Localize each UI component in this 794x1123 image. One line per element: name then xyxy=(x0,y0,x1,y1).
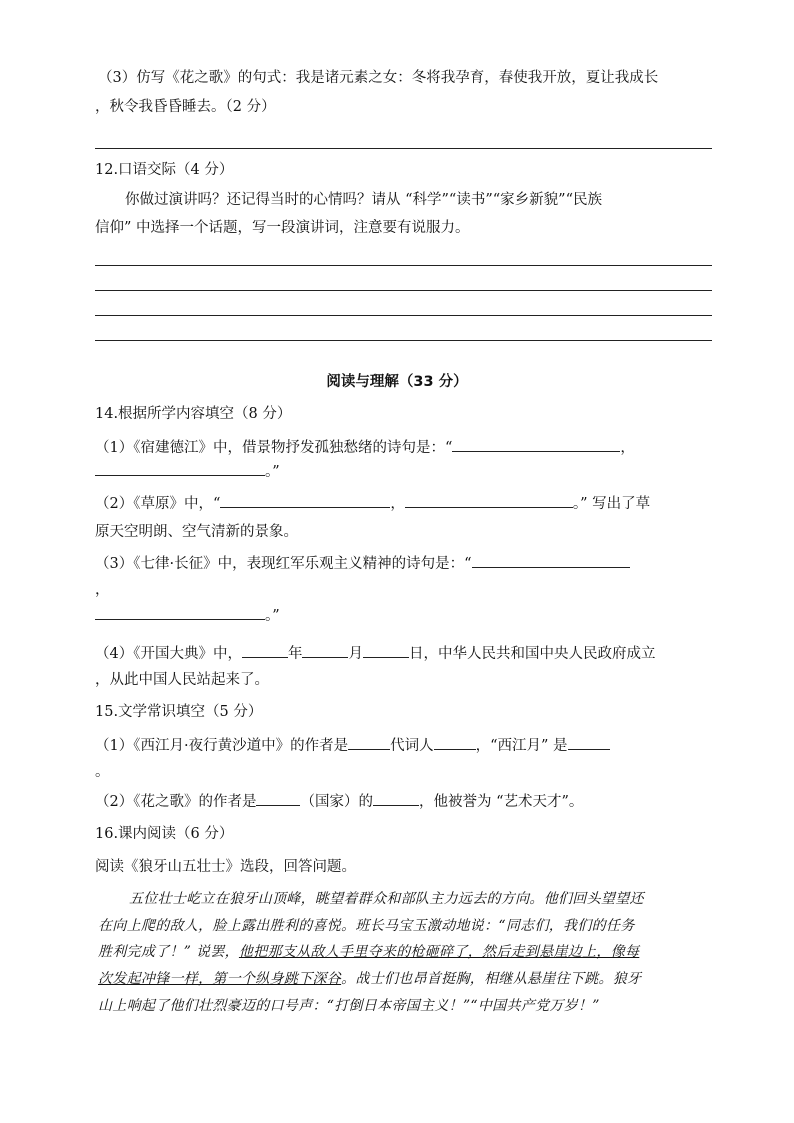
q12-line2: 信仰” 中选择一个话题，写一段演讲词，注意要有说服力。 xyxy=(95,220,470,236)
passage-text: 。战士们也昂首挺胸，相继从悬崖往下跳。狼牙 xyxy=(341,971,642,987)
blank-field[interactable] xyxy=(452,436,620,452)
blank-field[interactable] xyxy=(242,642,288,658)
blank-field[interactable] xyxy=(472,552,630,568)
q14-s2-text: （2）《草原》中，“ xyxy=(95,496,221,512)
q14-s2-line1 xyxy=(95,492,650,513)
answer-line[interactable] xyxy=(95,290,712,291)
blank-field[interactable] xyxy=(95,460,265,476)
passage-line xyxy=(98,968,641,988)
blank-field[interactable] xyxy=(95,604,265,620)
q14-s1-comma: ， xyxy=(620,440,635,456)
passage-text: 胜利完成了！” 说罢， xyxy=(98,944,239,960)
answer-line[interactable] xyxy=(95,265,712,266)
q14-s4-year: 年 xyxy=(287,646,303,662)
q14-s1-text: （1）《宿建德江》中，借景物抒发孤独愁绪的诗句是：“ xyxy=(95,440,453,456)
q16-heading: 16.课内阅读（6 分） xyxy=(95,826,234,842)
q14-heading: 14.根据所学内容填空（8 分） xyxy=(95,406,292,422)
answer-line[interactable] xyxy=(95,148,712,149)
q15-s1-mid: 代词人 xyxy=(390,738,434,754)
q11-3-line1: （3）仿写《花之歌》的句式：我是诸元素之女：冬将我孕育，春使我开放，夏让我成长 xyxy=(98,70,659,86)
passage-line xyxy=(98,941,639,961)
q15-s1-text: （1）《西江月·夜行黄沙道中》的作者是 xyxy=(95,738,349,754)
q14-s1-end: 。” xyxy=(265,464,280,480)
passage-line: 在向上爬的敌人，脸上露出胜利的喜悦。班长马宝玉激动地说：“同志们，我们的任务 xyxy=(98,918,635,934)
q14-s1-line1 xyxy=(95,436,635,457)
q14-s1-line2 xyxy=(95,460,280,481)
blank-field[interactable] xyxy=(220,492,390,508)
q14-s4-text: （4）《开国大典》中， xyxy=(95,646,242,662)
q12-heading: 12.口语交际（4 分） xyxy=(95,162,234,178)
q15-s1-end: 。 xyxy=(95,764,110,780)
passage-line: 五位壮士屹立在狼牙山顶峰，眺望着群众和部队主力远去的方向。他们回头望望还 xyxy=(129,891,644,907)
blank-field[interactable] xyxy=(348,734,390,750)
q15-s1-line1 xyxy=(95,734,610,755)
q14-s4-month: 月 xyxy=(348,646,363,662)
q14-s4-line2: ，从此中国人民站起来了。 xyxy=(95,672,269,688)
q14-s3-end: 。” xyxy=(265,608,280,624)
blank-field[interactable] xyxy=(405,492,573,508)
q14-s4-tail: 日，中华人民共和国中央人民政府成立 xyxy=(408,646,656,662)
q11-3-line2: ，秋令我昏昏睡去。（2 分） xyxy=(95,99,276,115)
q14-s3-line3 xyxy=(95,604,280,625)
blank-field[interactable] xyxy=(302,642,348,658)
blank-field[interactable] xyxy=(373,790,419,806)
q14-s3-line1 xyxy=(95,552,630,573)
underlined-sentence: 他把那支从敌人手里夺来的枪砸碎了，然后走到悬崖边上，像每 xyxy=(238,944,640,960)
q15-heading: 15.文学常识填空（5 分） xyxy=(95,704,263,720)
q15-s2-line xyxy=(95,790,583,811)
q14-s4-line1 xyxy=(95,642,655,663)
answer-line[interactable] xyxy=(95,340,712,341)
section-title: 阅读与理解（33 分） xyxy=(326,374,468,390)
underlined-sentence: 次发起冲锋一样，第一个纵身跳下深谷 xyxy=(98,971,342,987)
q14-s2-tail: 。” 写出了草 xyxy=(572,496,651,512)
blank-field[interactable] xyxy=(434,734,476,750)
q16-intro: 阅读《狼牙山五壮士》选段，回答问题。 xyxy=(95,859,356,875)
passage-line: 山上响起了他们壮烈豪迈的口号声：“打倒日本帝国主义！”“中国共产党万岁！” xyxy=(98,998,600,1014)
q14-s2-line2: 原天空明朗、空气清新的景象。 xyxy=(95,524,298,540)
q14-s3-comma: ， xyxy=(95,582,110,598)
answer-line[interactable] xyxy=(95,315,712,316)
q15-s2-text: （2）《花之歌》的作者是 xyxy=(95,794,257,810)
q15-s2-mid: （国家）的 xyxy=(300,794,373,810)
blank-field[interactable] xyxy=(568,734,610,750)
q15-s1-tail: ，“西江月” 是 xyxy=(475,738,568,754)
q12-line1: 你做过演讲吗？还记得当时的心情吗？请从 “科学”“读书”“家乡新貌”“民族 xyxy=(125,192,602,208)
blank-field[interactable] xyxy=(256,790,300,806)
q15-s2-tail: ，他被誉为 “艺术天才”。 xyxy=(418,794,584,810)
q14-s2-comma: ， xyxy=(390,496,405,512)
q14-s3-text: （3）《七律·长征》中，表现红军乐观主义精神的诗句是：“ xyxy=(95,556,472,572)
blank-field[interactable] xyxy=(363,642,409,658)
